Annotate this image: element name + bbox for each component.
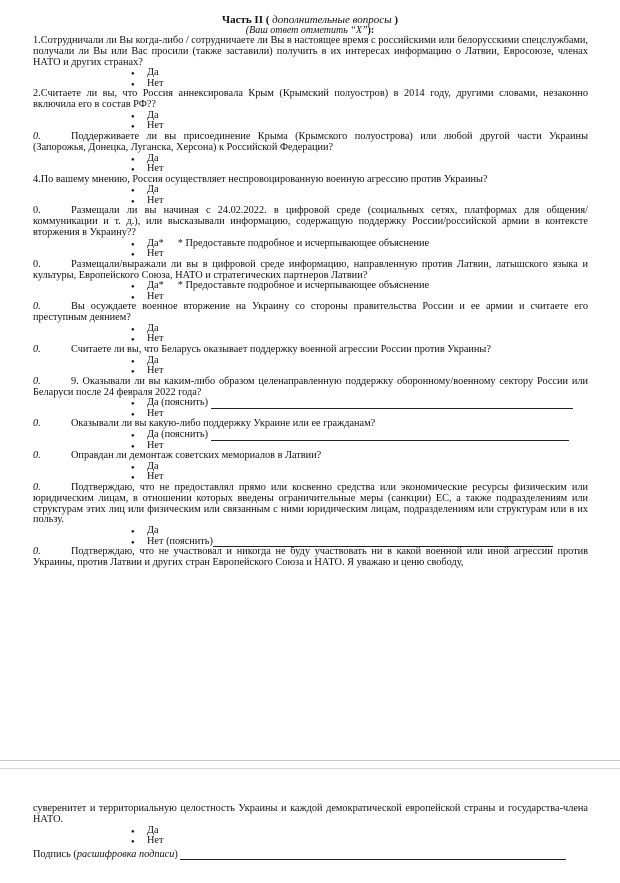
question-13: 0. Подтверждаю, что не участвовал и никогда не буду участвовать ни в какой военной или иной агрессии против Украины, против Латвии и других стран Европейского Союза и НАТО. Я уважаю и ценю свободу, (33, 546, 588, 568)
option-no[interactable]: ● Нет (33, 441, 588, 452)
explain-note: * Предоставьте подробное и исчерпывающее объяснение (177, 237, 430, 249)
option-yes[interactable]: ● Да (33, 462, 588, 473)
section-title: Часть II ( дополнительные вопросы ) (222, 14, 398, 26)
question-6: 0. Размещали/выражали ли вы в цифровой среде информацию, направленную против Латвии, латышского языка и культуры, Европейского Союза, НАТО и стратегических партнеров Латвии? (33, 258, 588, 281)
answer-options (33, 111, 588, 132)
question-5: 0. Размещали ли вы начиная с 24.02.2022. в цифровой среде (социальных сетях, платформах для общения/коммуникации и т. д.), или высказывали информацию, содержащую поддержку России/российской армии в контексте вторжения в Украину?? (33, 205, 588, 238)
option-yes[interactable]: ● Да (33, 111, 588, 122)
answer-options (33, 185, 588, 206)
option-yes-explain[interactable]: ● Да (пояснить) (33, 398, 588, 409)
option-yes-star[interactable]: ● Да* * Предоставьте подробное и исчерпывающее объяснение (33, 239, 588, 250)
option-yes[interactable]: ● Да (33, 526, 588, 537)
option-no[interactable]: ● Нет (33, 79, 588, 90)
signature-field[interactable] (180, 851, 566, 860)
question-3: 0. Поддерживаете ли вы присоединение Крыма (Крымского полуострова) или любой другой части Украины (Запорожья, Донецка, Луганска, Херсона) к Российской Федерации? (33, 130, 588, 153)
option-no[interactable]: ● Нет (33, 121, 588, 132)
option-yes-star[interactable]: ● Да* * Предоставьте подробное и исчерпывающее объяснение (33, 281, 588, 292)
option-no[interactable]: ● Нет (33, 334, 588, 345)
answer-options (33, 68, 588, 89)
question-1: 1.Сотрудничали ли Вы когда-либо / сотрудничаете ли Вы в настоящее время с российскими или белорусскими спецслужбами, получали ли Вы или Вас просили (также заставили) получить в их интересах информацию о Латвии, Евросоюзе, членах НАТО и других странах? (33, 35, 588, 68)
page-break-line (0, 760, 620, 761)
option-no[interactable]: ● Нет (33, 366, 588, 377)
answer-options (33, 430, 588, 451)
option-no[interactable]: ● Нет (33, 164, 588, 175)
question-7: 0. Вы осуждаете военное вторжение на Украину со стороны правительства России и ее армии и считаете его преступным деянием? (33, 301, 588, 324)
signature-line: Подпись (расшифровка подписи) (33, 849, 588, 860)
option-yes[interactable]: ● Да (33, 324, 588, 335)
option-yes[interactable]: ● Да (33, 185, 588, 196)
section-subtitle: (Ваш ответ отметить “X”): (245, 25, 375, 36)
questions-list (0, 36, 620, 569)
answer-options (33, 239, 588, 260)
question-13-continued: суверенитет и территориальную целостность Украины и каждой демократической европейской страны и государства-члена НАТО. (33, 803, 588, 825)
question-8: 0. Считаете ли вы, что Беларусь оказывает поддержку военной агрессии России против Украины? (33, 343, 491, 355)
option-yes[interactable]: ● Да (33, 826, 588, 837)
answer-options (33, 526, 588, 547)
option-yes[interactable]: ● Да (33, 356, 588, 367)
question-11: 0. Оправдан ли демонтаж советских мемориалов в Латвии? (33, 450, 322, 462)
answer-options (33, 154, 588, 175)
option-no[interactable]: ● Нет (33, 292, 588, 303)
option-yes-explain[interactable]: ● Да (пояснить) (33, 430, 588, 441)
option-no[interactable]: ● Нет (33, 409, 588, 420)
option-no-explain[interactable]: ● Нет (пояснить) (33, 537, 588, 548)
option-no[interactable]: ● Нет (33, 249, 588, 260)
answer-options (33, 462, 588, 483)
option-yes[interactable]: ● Да (33, 68, 588, 79)
questionnaire-page-2 (0, 804, 620, 860)
question-9: 0. 9. Оказывали ли вы каким-либо образом целенаправленную поддержку оборонному/военному сектору России или Беларуси после 24 февраля 2022 года? (33, 375, 588, 398)
question-2: 2.Считаете ли вы, что Россия аннексировала Крым (Крымский полуостров) в 2014 году, другими словами, незаконно включила его в состав РФ?? (33, 88, 588, 111)
explain-line[interactable] (211, 432, 569, 441)
page-break-line (0, 768, 620, 769)
explain-note: * Предоставьте подробное и исчерпывающее объяснение (177, 280, 430, 292)
question-12: 0. Подтверждаю, что не предоставлял прямо или косвенно средства или экономические ресурсы физическим или юридическим лицам, в отношении которых введены ограничительные меры (санкции) ЕС, а также подразделениям или структурам этих лиц или физическим или связанным с ними юридическим лицам, подразделениям или структурам или в их пользу. (33, 481, 588, 526)
answer-options (33, 826, 588, 847)
answer-options (33, 281, 588, 302)
questions-list-continued (0, 804, 620, 860)
answer-options (33, 356, 588, 377)
answer-options (33, 398, 588, 419)
option-no[interactable]: ● Нет (33, 472, 588, 483)
option-no[interactable]: ● Нет (33, 196, 588, 207)
option-no[interactable]: ● Нет (33, 836, 588, 847)
explain-line[interactable] (213, 538, 553, 547)
question-4: 4.По вашему мнению, Россия осуществляет неспровоцированную военную агрессию против Украины? (33, 173, 488, 185)
question-10: 0. Оказывали ли вы какую-либо поддержку Украине или ее гражданам? (33, 418, 376, 430)
option-yes[interactable]: ● Да (33, 154, 588, 165)
answer-options (33, 324, 588, 345)
explain-line[interactable] (211, 400, 573, 409)
